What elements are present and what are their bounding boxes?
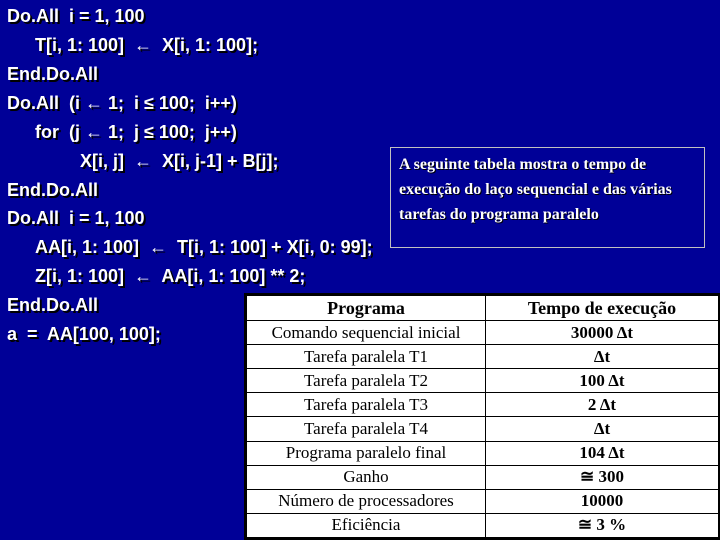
code-line-11: End.Do.All bbox=[7, 295, 98, 315]
code-line-1: Do.All i = 1, 100 bbox=[7, 6, 145, 26]
row-time-cell: ≅ 300 bbox=[486, 465, 719, 489]
row-time-cell: Δt bbox=[486, 417, 719, 441]
code-line-6: X[i, j] ← X[i, j-1] + B[j]; bbox=[80, 151, 279, 171]
callout-note: A seguinte tabela mostra o tempo de execução do laço sequencial e das várias tarefas do programa paralelo bbox=[390, 147, 705, 248]
table-row bbox=[247, 369, 719, 393]
table-row bbox=[247, 321, 719, 345]
table-row bbox=[247, 393, 719, 417]
row-time-cell: 104 Δt bbox=[486, 441, 719, 465]
row-time-cell: 2 Δt bbox=[486, 393, 719, 417]
row-program-cell: Comando sequencial inicial bbox=[247, 321, 486, 345]
row-time-cell: 100 Δt bbox=[486, 369, 719, 393]
header-programa: Programa bbox=[247, 296, 486, 321]
table-row bbox=[247, 441, 719, 465]
code-line-12: a = AA[100, 100]; bbox=[7, 324, 161, 344]
row-program-cell: Número de processadores bbox=[247, 489, 486, 513]
table-header-row bbox=[247, 296, 719, 321]
table-row bbox=[247, 345, 719, 369]
row-time-cell: 30000 Δt bbox=[486, 321, 719, 345]
table-row bbox=[247, 513, 719, 537]
header-tempo-de-execucao: Tempo de execução bbox=[486, 296, 719, 321]
table-row bbox=[247, 465, 719, 489]
row-program-cell: Ganho bbox=[247, 465, 486, 489]
execution-time-table bbox=[244, 293, 720, 540]
code-line-7: End.Do.All bbox=[7, 180, 98, 200]
row-time-cell: ≅ 3 % bbox=[486, 513, 719, 537]
table-row bbox=[247, 417, 719, 441]
row-program-cell: Tarefa paralela T2 bbox=[247, 369, 486, 393]
row-program-cell: Eficiência bbox=[247, 513, 486, 537]
row-program-cell: Tarefa paralela T4 bbox=[247, 417, 486, 441]
row-time-cell: 10000 bbox=[486, 489, 719, 513]
row-program-cell: Tarefa paralela T3 bbox=[247, 393, 486, 417]
row-program-cell: Programa paralelo final bbox=[247, 441, 486, 465]
code-line-2: T[i, 1: 100] ← X[i, 1: 100]; bbox=[35, 35, 259, 55]
row-time-cell: Δt bbox=[486, 345, 719, 369]
code-line-8: Do.All i = 1, 100 bbox=[7, 208, 145, 228]
code-line-4: Do.All (i ← 1; i ≤ 100; i++) bbox=[7, 93, 237, 113]
code-line-5: for (j ← 1; j ≤ 100; j++) bbox=[35, 122, 237, 142]
table-row bbox=[247, 489, 719, 513]
row-program-cell: Tarefa paralela T1 bbox=[247, 345, 486, 369]
code-line-9: AA[i, 1: 100] ← T[i, 1: 100] + X[i, 0: 99]; bbox=[35, 237, 373, 257]
code-line-3: End.Do.All bbox=[7, 64, 98, 84]
code-line-10: Z[i, 1: 100] ← AA[i, 1: 100] ** 2; bbox=[35, 266, 306, 286]
